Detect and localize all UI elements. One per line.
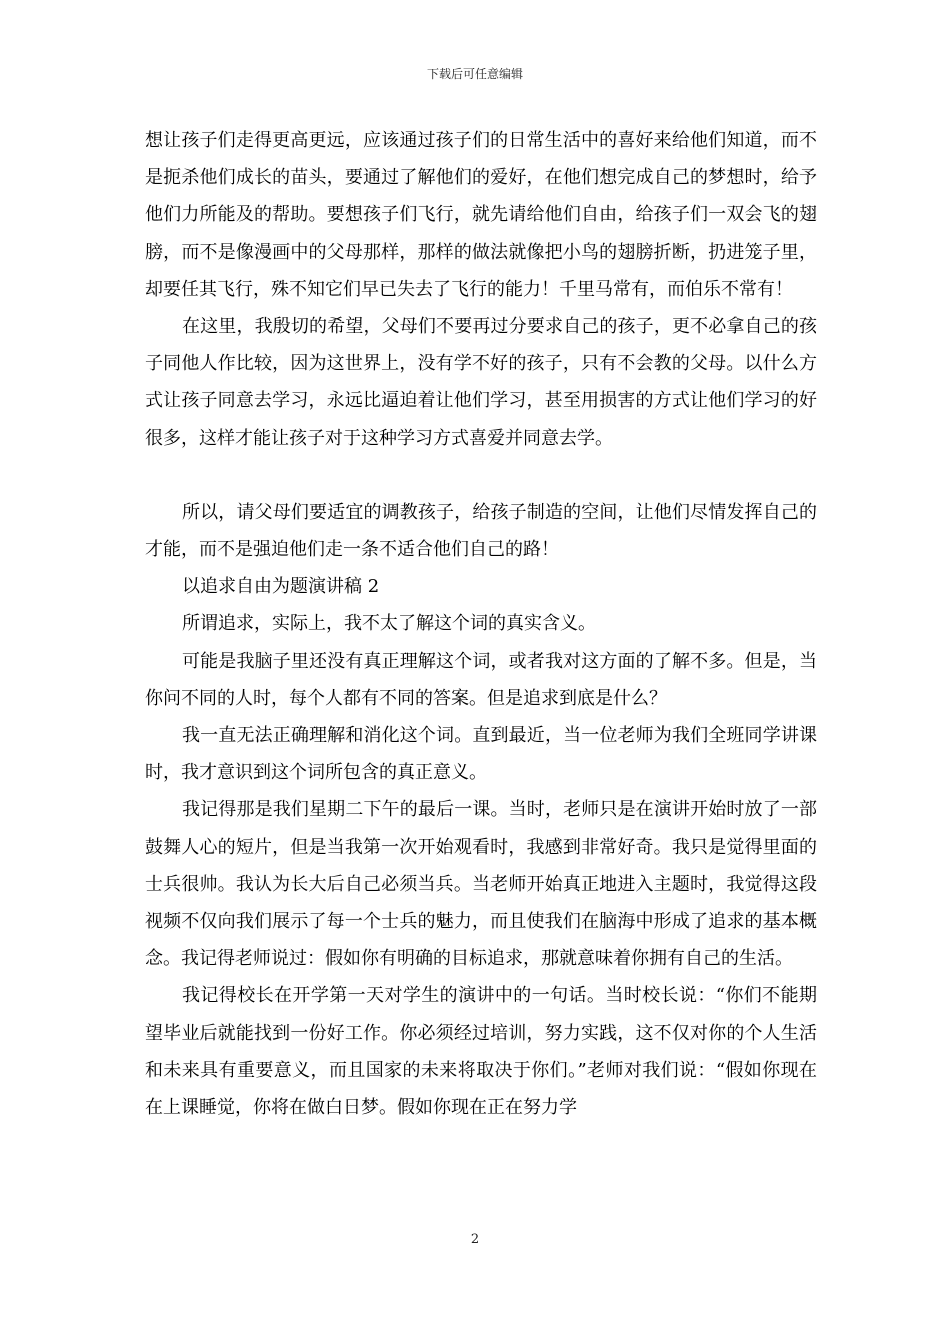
paragraph-spacer (145, 457, 817, 494)
paragraph: 我一直无法正确理解和消化这个词。直到最近，当一位老师为我们全班同学讲课时，我才意识到这个词所包含的真正意义。 (145, 725, 817, 784)
section-heading: 以追求自由为题演讲稿 2 (182, 576, 380, 598)
page-header: 下载后可任意编辑 (426, 67, 523, 81)
paragraph: 我记得那是我们星期二下午的最后一课。当时，老师只是在演讲开始时放了一部鼓舞人心的短片，但是当我第一次开始观看时，我感到非常好奇。我只是觉得里面的士兵很帅。我认为长大后自己必须当兵。当老师开始真正地进入主题时，我觉得这段视频不仅向我们展示了每一个士兵的魅力，而且使我们在脑海中形成了追求的基本概念。我记得老师说过：假如你有明确的目标追求，那就意味着你拥有自己的生活。 (145, 799, 817, 970)
paragraph: 在这里，我殷切的希望，父母们不要再过分要求自己的孩子，更不必拿自己的孩子同他人作比较，因为这世界上，没有学不好的孩子，只有不会教的父母。以什么方式让孩子同意去学习，永远比逼迫着让他们学习，甚至用损害的方式让他们学习的好很多，这样才能让孩子对于这种学习方式喜爱并同意去学。 (145, 316, 817, 449)
paragraph: 所以，请父母们要适宜的调教孩子，给孩子制造的空间，让他们尽情发挥自己的才能，而不是强迫他们走一条不适合他们自己的路！ (145, 501, 817, 561)
paragraph: 我记得校长在开学第一天对学生的演讲中的一句话。当时校长说：“你们不能期望毕业后就能找到一份好工作。你必须经过培训，努力实践，这不仅对你的个人生活和未来具有重要意义，而且国家的未来将取决于你们。”老师对我们说：“假如你现在在上课睡觉，你将在做白日梦。假如你现在正在努力学 (145, 985, 817, 1119)
page-number: 2 (470, 1232, 480, 1247)
document-body (145, 122, 817, 1126)
paragraph-continued: 想让孩子们走得更高更远，应该通过孩子们的日常生活中的喜好来给他们知道，而不是扼杀他们成长的苗头，要通过了解他们的爱好，在他们想完成自己的梦想时，给予他们力所能及的帮助。要想孩子们飞行，就先请给他们自由，给孩子们一双会飞的翅膀，而不是像漫画中的父母那样，那样的做法就像把小鸟的翅膀折断，扔进笼子里，却要任其飞行，殊不知它们早已失去了飞行的能力！千里马常有，而伯乐不常有！ (145, 130, 817, 300)
paragraph: 可能是我脑子里还没有真正理解这个词，或者我对这方面的了解不多。但是，当你问不同的人时，每个人都有不同的答案。但是追求到底是什么？ (145, 650, 817, 709)
paragraph: 所谓追求，实际上，我不太了解这个词的真实含义。 (182, 613, 596, 635)
